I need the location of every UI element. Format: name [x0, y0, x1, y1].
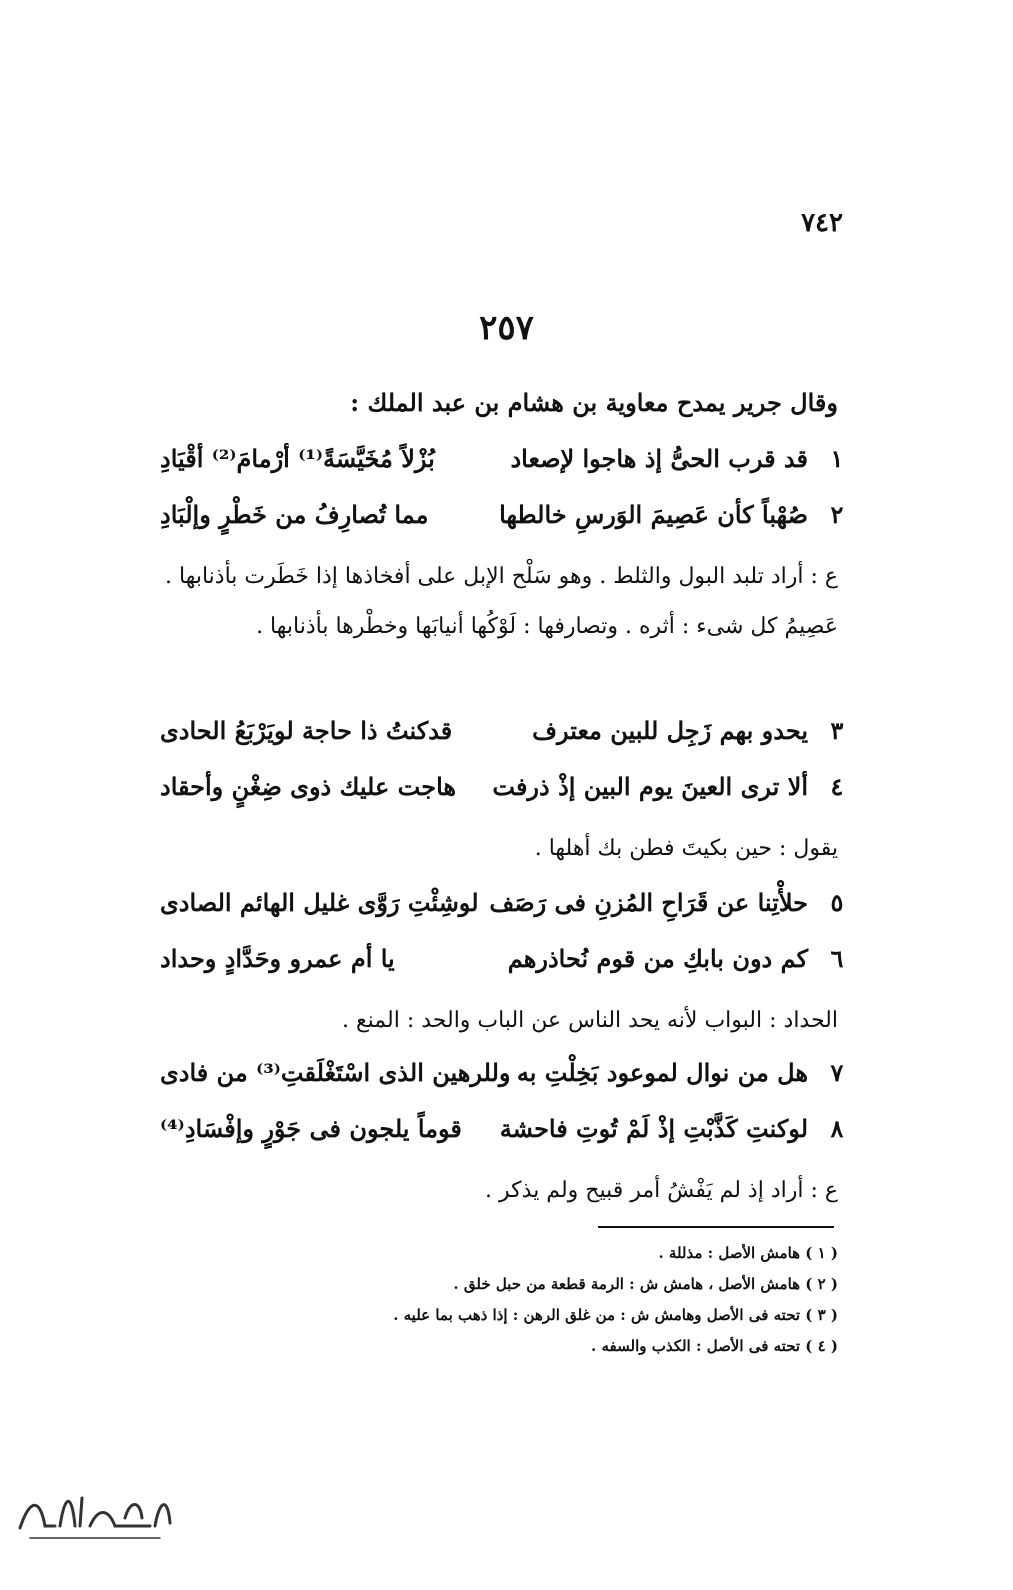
verse-second-hemistich: وللرهين الذى اسْتَغْلَقتِ⁽³⁾ من فادى — [160, 1058, 511, 1087]
verse-3 — [160, 716, 848, 756]
verse-first-hemistich: هل من نوال لموعود بَخِلْتِ به — [516, 1058, 808, 1087]
verse-first-hemistich: حلأْتِنا عن قَرَاحِ المُزنِ فى رَصَف — [489, 888, 808, 917]
poem-number: ٢٥٧ — [479, 308, 534, 348]
footnote-1: ( ١ ) هامش الأصل : مذللة . — [658, 1244, 838, 1262]
verse-8 — [160, 1114, 848, 1154]
verse-number: ٣ — [830, 716, 844, 745]
poem-intro: وقال جرير يمدح معاوية بن هشام بن عبد الملك : — [350, 388, 838, 417]
calligraphy-stamp — [10, 1478, 175, 1570]
verse-number: ٢ — [830, 500, 844, 529]
page-number: ٧٤٢ — [801, 208, 843, 238]
verse-second-hemistich: مما تُصارِفُ من خَطْرٍ وإلْبَادِ — [160, 500, 429, 529]
footnote-2: ( ٢ ) هامش الأصل ، هامش ش : الرمة قطعة من حبل خلق . — [453, 1275, 838, 1293]
verse-number: ٨ — [830, 1114, 844, 1143]
verse-second-hemistich: لوشِئْتِ رَوَّى غليل الهائم الصادى — [160, 888, 479, 917]
verse-7 — [160, 1058, 848, 1098]
verse-4 — [160, 772, 848, 812]
commentary-verse-6: الحداد : البواب لأنه يحد الناس عن الباب والحد : المنع . — [341, 1008, 838, 1033]
verse-number: ٧ — [830, 1058, 844, 1087]
footnotes — [250, 1238, 838, 1362]
verse-first-hemistich: قد قرب الحىُّ إذ هاجوا لإصعاد — [510, 444, 808, 473]
verse-first-hemistich: لوكنتِ كَذَّبْتِ إذْ لَمْ تُوتِ فاحشة — [499, 1114, 808, 1143]
verse-second-hemistich: يا أم عمرو وحَدَّادٍ وحداد — [160, 944, 395, 973]
verse-first-hemistich: ألا ترى العينَ يوم البين إذْ ذرفت — [492, 772, 808, 801]
verse-number: ٥ — [830, 888, 844, 917]
verse-first-hemistich: صُهْباً كأن عَصِيمَ الوَرسِ خالطها — [499, 500, 808, 529]
verse-second-hemistich: قوماً يلجون فى جَوْرٍ وإفْسَادِ⁽⁴⁾ — [160, 1114, 462, 1143]
verse-number: ١ — [830, 444, 844, 473]
verse-first-hemistich: كم دون بابكِ من قوم نُحاذرهم — [507, 944, 808, 973]
verse-second-hemistich: هاجت عليك ذوى ضِغْنٍ وأحقاد — [160, 772, 457, 801]
verse-2 — [160, 500, 848, 540]
commentary-verse-8: ع : أراد إذ لم يَفْشُ أمر قبيح ولم يذكر . — [485, 1178, 838, 1203]
commentary-verse-4: يقول : حين بكيتَ فطن بك أهلها . — [534, 836, 838, 861]
verse-first-hemistich: يحدو بهم زَجِل للبين معترف — [532, 716, 808, 745]
footnote-4: ( ٤ ) تحته فى الأصل : الكذب والسفه . — [591, 1337, 838, 1355]
calligraphy-logo-icon — [10, 1478, 175, 1548]
verse-5 — [160, 888, 848, 928]
footnote-divider — [598, 1226, 834, 1228]
verse-number: ٦ — [830, 944, 844, 973]
verse-second-hemistich: قدكنتُ ذا حاجة لويَرْبَعُ الحادى — [160, 716, 453, 745]
verse-1 — [160, 444, 848, 484]
verse-6 — [160, 944, 848, 984]
footnote-3: ( ٣ ) تحته فى الأصل وهامش ش : من غلق الرهن : إذا ذهب بما عليه . — [393, 1306, 838, 1324]
commentary-verse-2: ع : أراد تلبد البول والثلط . وهو سَلْح الإبل على أفخاذها إذا خَطَرت بأذنابها . عَصِيمُ كل شىء : أثره . وتصارفها : لَوْكُها أنيابَها وخطْرها بأذنابها . — [165, 564, 838, 639]
verse-second-hemistich: بُزْلاً مُخَيَّسَةً⁽¹⁾ أرْمامَ⁽²⁾ أقْيَادِ — [160, 444, 435, 473]
verse-number: ٤ — [830, 772, 844, 801]
